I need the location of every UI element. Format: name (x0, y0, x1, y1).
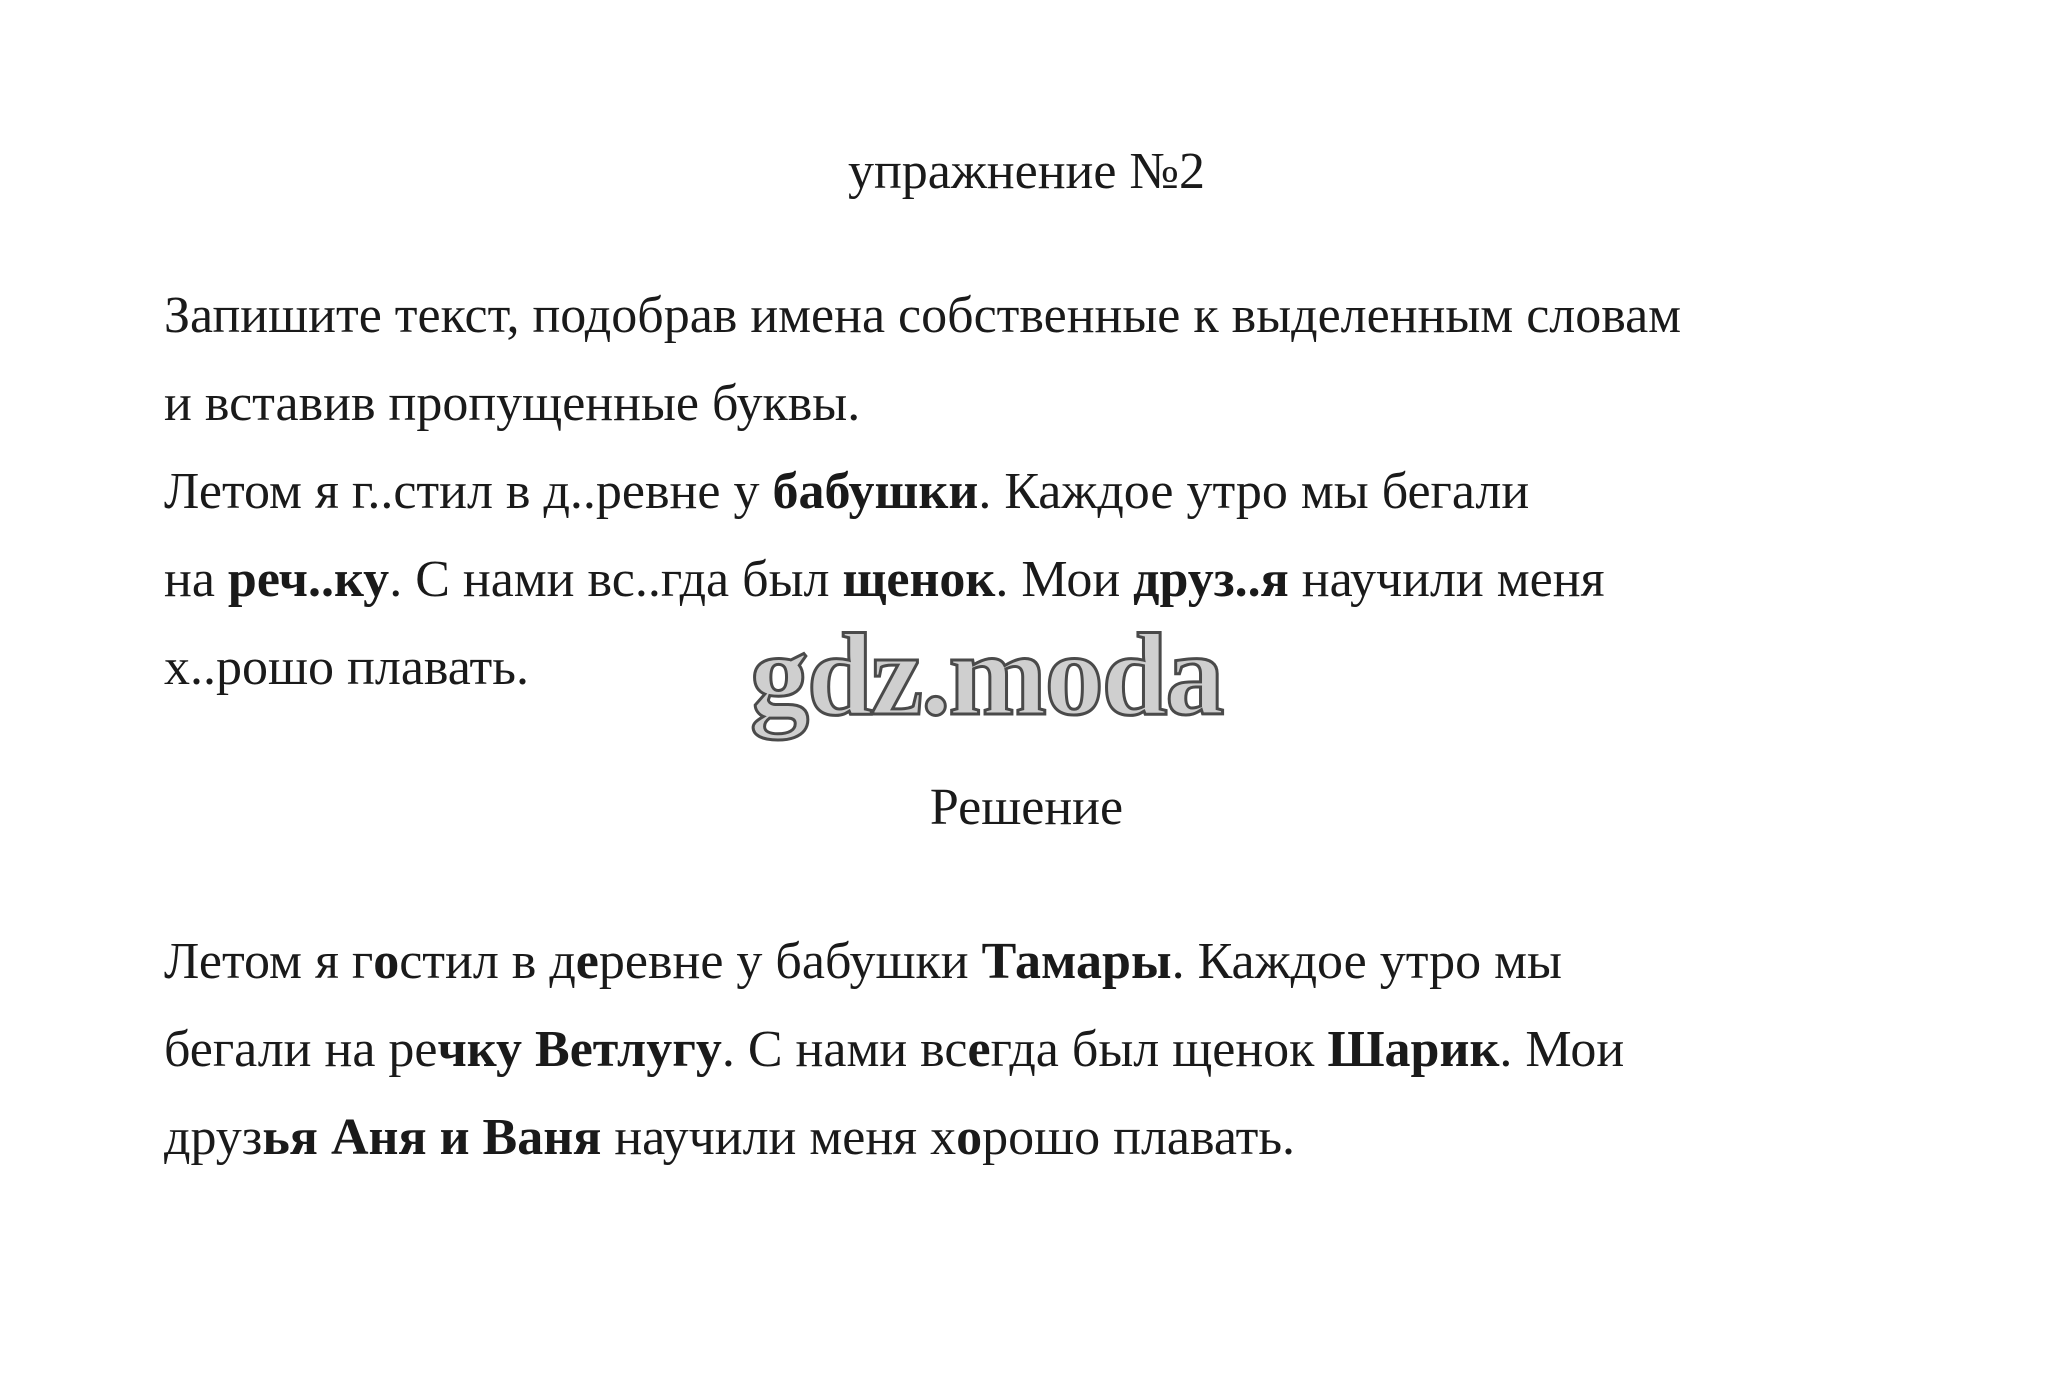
text-run: ревне у бабушки (598, 933, 982, 990)
text-run: научили меня х (601, 1109, 957, 1166)
text-run: Летом я г..стил в д..ревне у (164, 463, 773, 520)
text-run: . С нами вс..гда был (389, 551, 843, 608)
bold-text-run: чку (437, 1021, 523, 1078)
bold-text-run: Шарик (1327, 1021, 1500, 1078)
text-line (164, 1094, 1944, 1182)
bold-text-run: е (575, 933, 599, 990)
text-run: . Мои (1499, 1021, 1625, 1078)
text-run: . Мои (995, 551, 1134, 608)
text-line (164, 448, 1944, 536)
text-run (522, 1021, 535, 1078)
text-run: . Каждое утро мы (1171, 933, 1562, 990)
bold-text-run: щенок (842, 551, 996, 608)
bold-text-run: е (967, 1021, 991, 1078)
solution-text (164, 918, 1944, 1182)
text-line (164, 1006, 1944, 1094)
bold-text-run: о (373, 933, 400, 990)
text-line (164, 272, 1944, 360)
text-run: и вставив пропущенные буквы. (164, 375, 861, 432)
exercise-title: упражнение №2 (847, 143, 1206, 200)
bold-text-run: Тамары (981, 933, 1172, 990)
text-run: . Каждое утро мы бегали (978, 463, 1530, 520)
text-run: гда был щенок (990, 1021, 1328, 1078)
watermark-text: gdz.moda (750, 610, 1223, 740)
bold-text-run: Аня и Ваня (330, 1109, 602, 1166)
text-run: друз (164, 1109, 263, 1166)
bold-text-run: о (956, 1109, 983, 1166)
bold-text-run: бабушки (772, 463, 979, 520)
text-run: рошо плавать. (982, 1109, 1296, 1166)
bold-text-run: Ветлугу (535, 1021, 722, 1078)
solution-heading: Решение (929, 779, 1124, 836)
text-run: Летом я г (164, 933, 374, 990)
text-line (164, 360, 1944, 448)
text-run: стил в д (399, 933, 576, 990)
text-run: . С нами вс (721, 1021, 968, 1078)
text-run: научили меня (1288, 551, 1605, 608)
text-run: Запишите текст, подобрав имена собственные к выделенным словам (164, 287, 1682, 344)
bold-text-run: реч..ку (227, 551, 390, 608)
text-run: на (164, 551, 228, 608)
bold-text-run: друз..я (1133, 551, 1289, 608)
bold-text-run: ья (262, 1109, 318, 1166)
text-run: бегали на ре (164, 1021, 438, 1078)
text-run: х..рошо плавать. (164, 639, 529, 696)
text-line (164, 918, 1944, 1006)
text-run (318, 1109, 331, 1166)
watermark-logo (740, 610, 1340, 750)
